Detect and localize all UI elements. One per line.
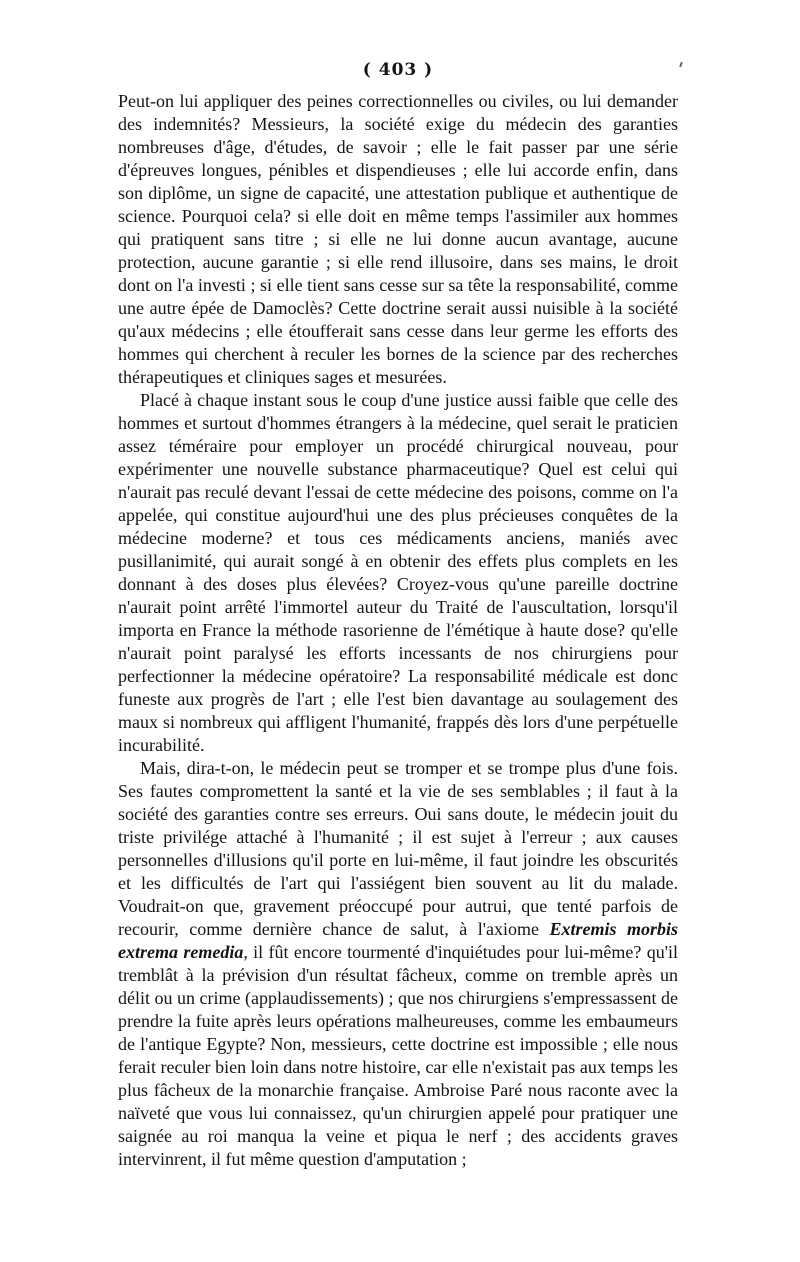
paragraph-3 xyxy=(118,757,678,1171)
paragraph-1: Peut-on lui appliquer des peines correctionnelles ou civiles, ou lui demander des indemnités? Messieurs, la société exige du médecin des garanties nombreuses d'âge, d'études, de savoir ; elle le fait passer par une série d'épreuves longues, pénibles et dispendieuses ; elle lui accorde enfin, dans son diplôme, un signe de capacité, une attestation publique et authentique de science. Pourquoi cela? si elle doit en même temps l'assimiler aux hommes qui pratiquent sans titre ; si elle ne lui donne aucun avantage, aucune protection, aucune garantie ; si elle rend illusoire, dans ses mains, le droit dont on l'a investi ; si elle tient sans cesse sur sa tête la responsabilité, comme une autre épée de Damoclès? Cette doctrine serait aussi nuisible à la société qu'aux médecins ; elle étoufferait sans cesse dans leur germe les efforts des hommes qui cherchent à reculer les bornes de la science par des recherches thérapeutiques et cliniques sages et mesurées. xyxy=(118,91,678,387)
book-page xyxy=(118,58,678,1171)
latin-axiom: Extremis morbis extrema remedia xyxy=(118,919,678,962)
paragraph-3-part-2: , il fût encore tourmenté d'inquiétudes pour lui-même? qu'il tremblât à la prévision d'un résultat fâcheux, comme on tremble après un délit ou un crime (applaudissements) ; que nos chirurgiens s'empressassent de prendre la fuite après leurs opérations malheureuses, comme les embaumeurs de l'antique Egypte? Non, messieurs, cette doctrine est impossible ; elle nous ferait reculer bien loin dans notre histoire, car elle n'existait pas aux temps les plus fâcheux de la monarchie française. Ambroise Paré nous raconte avec la naïveté que vous lui connaissez, qu'un chirurgien appelé pour pratiquer une saignée au roi manqua la veine et piqua le nerf ; des accidents graves intervinrent, il fut même question d'amputation ; xyxy=(118,942,678,1169)
page-number: ( 403 ) xyxy=(362,60,434,80)
page-body xyxy=(118,90,678,1171)
paragraph-3-part-1: Mais, dira-t-on, le médecin peut se tromper et se trompe plus d'une fois. Ses fautes compromettent la santé et la vie de ses semblables ; il faut à la société des garanties contre ses erreurs. Oui sans doute, le médecin jouit du triste privilége attaché à l'humanité ; il est sujet à l'erreur ; aux causes personnelles d'illusions qu'il porte en lui-même, il faut joindre les obscurités et les difficultés de l'art qui l'assiégent bien souvent au lit du malade. Voudrait-on que, gravement préoccupé pour autrui, que tenté parfois de recourir, comme dernière chance de salut, à l'axiome xyxy=(118,758,678,939)
ink-speck xyxy=(679,62,683,67)
paragraph-2: Placé à chaque instant sous le coup d'une justice aussi faible que celle des hommes et surtout d'hommes étrangers à la médecine, quel serait le praticien assez téméraire pour employer un procédé chirurgical nouveau, pour expérimenter une nouvelle substance pharmaceutique? Quel est celui qui n'aurait pas reculé devant l'essai de cette médecine des poisons, comme on l'a appelée, qui constitue aujourd'hui une des plus précieuses conquêtes de la médecine moderne? et tous ces médicaments anciens, maniés avec pusillanimité, qui aurait songé à en obtenir des effets plus complets en les donnant à des doses plus élevées? Croyez-vous qu'une pareille doctrine n'aurait point arrêté l'immortel auteur du Traité de l'auscultation, lorsqu'il importa en France la méthode rasorienne de l'émétique à haute dose? qu'elle n'aurait point paralysé les efforts incessants de nos chirurgiens pour perfectionner la médecine opératoire? La responsabilité médicale est donc funeste aux progrès de l'art ; elle l'est bien davantage au soulagement des maux si nombreux qui affligent l'humanité, frappés dès lors d'une perpétuelle incurabilité. xyxy=(118,390,678,755)
